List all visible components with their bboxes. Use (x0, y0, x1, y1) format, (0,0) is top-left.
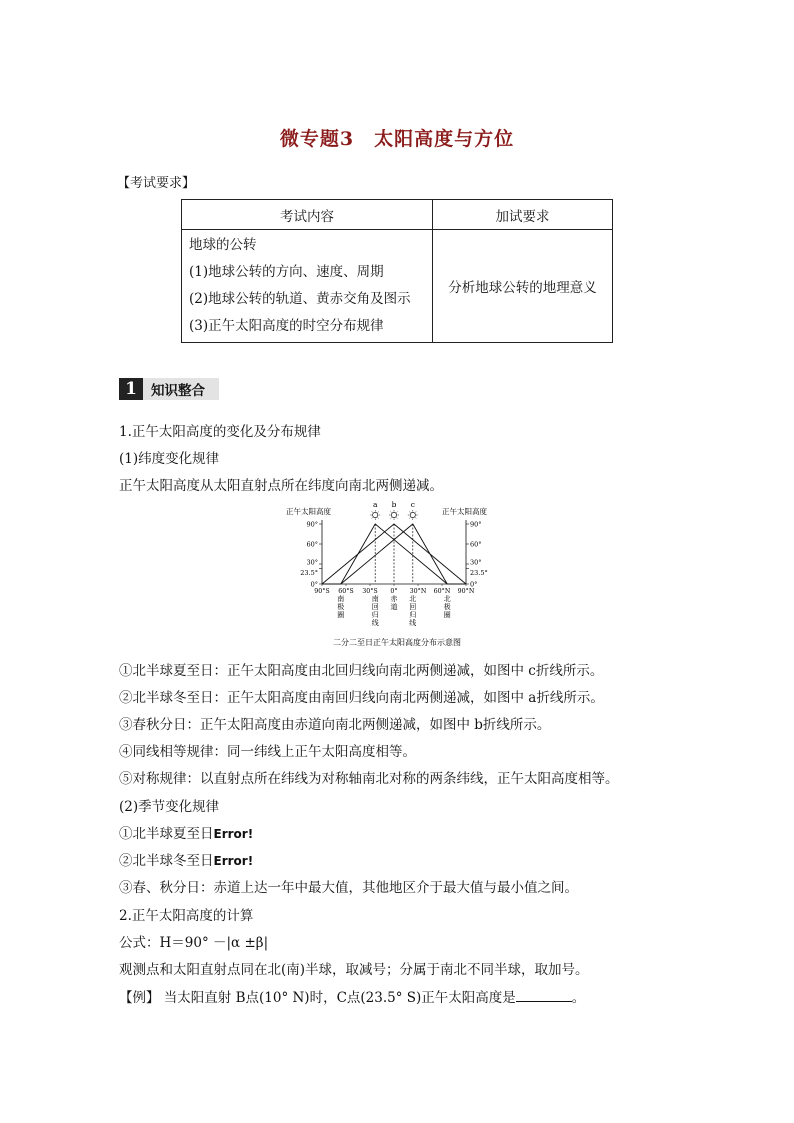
series-label-a: a (372, 500, 378, 509)
x-annotation (444, 594, 451, 619)
table-header-row (182, 200, 613, 230)
sun-ray (415, 517, 416, 518)
error-text: Error! (213, 827, 254, 841)
x-annotation-char: 归 (409, 611, 417, 619)
list-item: ②北半球冬至日：正午太阳高度由南回归线向南北两侧递减，如图中 a折线所示。 (119, 690, 604, 706)
y-tick-label-left: 0° (310, 580, 318, 589)
x-annotation (391, 594, 399, 611)
header-content: 考试内容 (182, 200, 433, 230)
sun-icon (410, 512, 415, 517)
x-annotation-char: 归 (371, 611, 379, 619)
y-axis-label-left: 正午太阳高度 (286, 507, 331, 516)
series-label-c: c (410, 500, 415, 509)
x-annotation-char: 南 (337, 595, 345, 603)
x-annotation-char: 极 (337, 603, 345, 611)
heading-1: 1.正午太阳高度的变化及分布规律 (119, 424, 321, 440)
y-tick-label-right: 90° (470, 520, 482, 529)
sun-ray (415, 511, 416, 512)
extra-cell: 分析地球公转的地理意义 (433, 230, 613, 343)
y-tick-label-left: 60° (306, 540, 318, 549)
x-tick-label: 60°N (433, 588, 451, 595)
x-tick-label: 30°S (362, 588, 378, 595)
list-item (119, 822, 253, 842)
formula-note: 观测点和太阳直射点同在北(南)半球，取减号；分属于南北不同半球，取加号。 (119, 962, 589, 978)
answer-blank (516, 989, 572, 1002)
season-item-text: ①北半球夏至日 (119, 826, 214, 842)
x-annotation-char: 南 (371, 595, 379, 603)
x-annotation (337, 594, 344, 619)
sun-ray (390, 511, 391, 512)
sun-ray (378, 511, 379, 512)
x-annotation-char: 回 (409, 603, 417, 611)
sun-ray (409, 511, 410, 512)
list-item: ④同线相等规律：同一纬线上正午太阳高度相等。 (119, 744, 416, 760)
table-row (182, 230, 613, 343)
y-tick-label-left: 23.5° (300, 568, 318, 577)
x-annotation-char: 回 (371, 603, 379, 611)
subheading-latitude: (1)纬度变化规律 (119, 451, 220, 467)
x-tick-label: 90°N (457, 588, 475, 595)
section-header (119, 378, 219, 400)
content-cell (182, 230, 433, 343)
content-line: (2)地球公转的轨道、黄赤交角及图示 (189, 291, 411, 307)
example-end: 。 (571, 990, 586, 1006)
y-tick-label-left: 90° (306, 520, 318, 529)
x-annotation-char: 线 (409, 619, 417, 627)
sun-ray (372, 517, 373, 518)
requirements-table (181, 199, 613, 343)
intro-text: 正午太阳高度从太阳直射点所在纬度向南北两侧递减。 (119, 478, 443, 494)
x-annotation-char: 北 (443, 595, 451, 603)
content-line: (3)正午太阳高度的时空分布规律 (189, 318, 384, 334)
list-item: ⑤对称规律：以直射点所在纬线为对称轴南北对称的两条纬线，正午太阳高度相等。 (119, 771, 619, 787)
sun-ray (396, 517, 397, 518)
chart-title: 二分二至日正午太阳高度分布示意图 (333, 638, 461, 647)
sun-ray (396, 511, 397, 512)
sun-icon (391, 512, 396, 517)
sun-ray (390, 517, 391, 518)
content-line: 地球的公转 (189, 237, 257, 253)
x-annotation (372, 594, 379, 627)
section-number: 1 (119, 378, 143, 400)
header-extra: 加试要求 (433, 200, 613, 230)
example-question (119, 986, 585, 1006)
y-axis-label-right: 正午太阳高度 (442, 507, 487, 516)
list-item: ③春、秋分日：赤道上达一年中最大值，其他地区介于最大值与最小值之间。 (119, 880, 578, 896)
sun-ray (378, 517, 379, 518)
section-label: 知识整合 (143, 378, 219, 400)
series-label-b: b (391, 500, 397, 509)
x-tick-label: 90°S (314, 588, 330, 595)
x-annotation-char: 极 (443, 603, 451, 611)
y-tick-label-left: 30° (306, 558, 318, 567)
list-item: ③春秋分日：正午太阳高度由赤道向南北两侧递减，如图中 b折线所示。 (119, 717, 551, 733)
subheading-season: (2)季节变化规律 (119, 799, 220, 815)
x-annotation-char: 北 (409, 595, 417, 603)
list-item: ①北半球夏至日：正午太阳高度由北回归线向南北两侧递减，如图中 c折线所示。 (119, 663, 604, 679)
content-line: (1)地球公转的方向、速度、周期 (189, 264, 384, 280)
sun-icon (373, 512, 378, 517)
requirements-label: 【考试要求】 (117, 176, 196, 191)
x-tick-label: 30°N (409, 588, 427, 595)
x-annotation-char: 道 (390, 603, 398, 611)
x-annotation-char: 圈 (337, 611, 345, 619)
y-tick-label-right: 23.5° (470, 568, 488, 577)
season-item-text: ②北半球冬至日 (119, 853, 214, 869)
chart-annotations (337, 594, 450, 627)
page-title: 微专题3 太阳高度与方位 (279, 128, 515, 150)
sun-ray (409, 517, 410, 518)
error-text: Error! (213, 854, 254, 868)
y-tick-label-right: 0° (470, 580, 478, 589)
sun-altitude-chart (284, 500, 510, 650)
y-tick-label-right: 60° (470, 540, 482, 549)
x-annotation (409, 594, 416, 627)
list-item (119, 849, 253, 869)
heading-2: 2.正午太阳高度的计算 (119, 908, 254, 924)
x-annotation-char: 线 (371, 619, 379, 627)
example-text: 【例】 当太阳直射 B点(10° N)时，C点(23.5° S)正午太阳高度是 (119, 990, 516, 1006)
sun-ray (372, 511, 373, 512)
y-tick-label-right: 30° (470, 558, 482, 567)
x-tick-label: 60°S (338, 588, 354, 595)
x-annotation-char: 赤 (390, 595, 398, 603)
x-annotation-char: 圈 (443, 611, 451, 619)
formula: 公式：H＝90° －|α ±β| (119, 935, 269, 951)
x-tick-label: 0° (390, 588, 398, 595)
